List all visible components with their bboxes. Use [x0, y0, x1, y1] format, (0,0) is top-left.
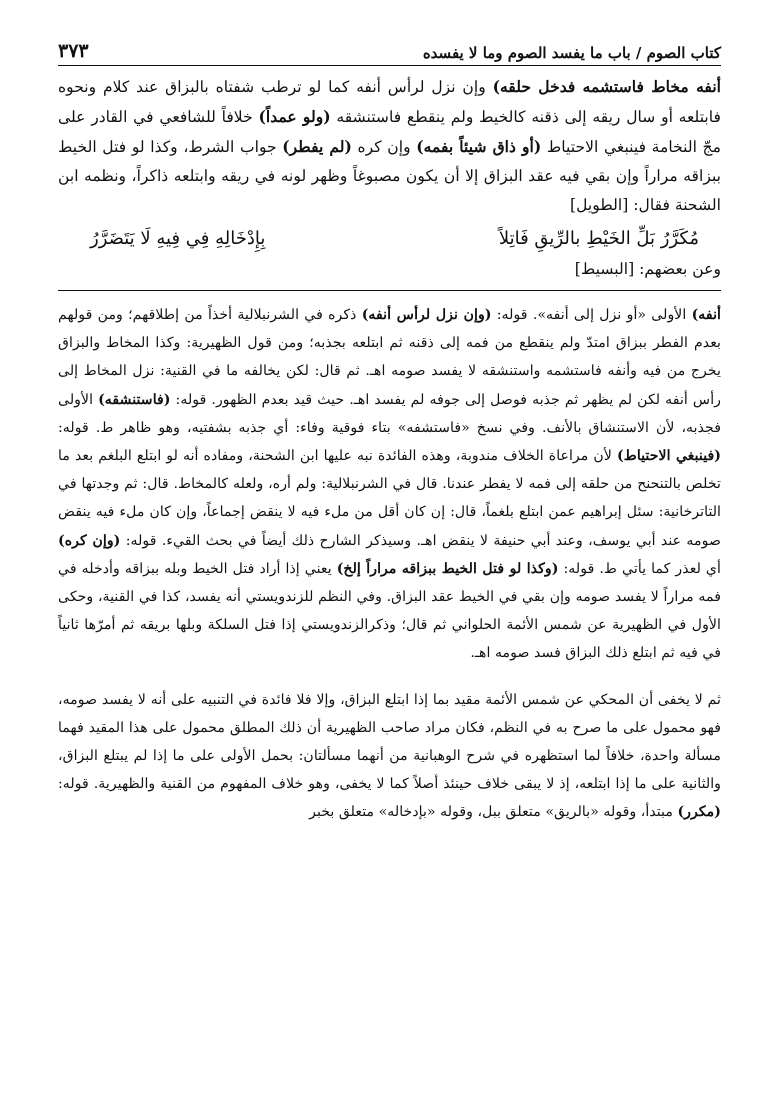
text-run: خلافاً للشافعي في القادر على مجّ النخامة فينبغي الاحتياط	[58, 108, 721, 156]
bold-phrase: (أو ذاق شيئاً بفمه)	[416, 137, 542, 156]
chapter-title: كتاب الصوم / باب ما يفسد الصوم وما لا يفسده	[422, 44, 721, 62]
bold-phrase: (لم يفطر)	[282, 137, 352, 156]
text-run: ذكره في الشرنبلالية أخذاً من إطلاقهم؛ ومن قولهم بعدم الفطر ببزاق امتدّ ولم ينقطع من فمه إلى ذقنه ثم ابتلعه بجذبه؛ ومن قول الظهيرية: وكذا المخاط والبزاق يخرج من فيه وأنفه فاستشمه واستنشقه لا يفسد صومه اهـ. ثم قال: لكن يخالفه ما في القنية: نزل المخاط إلى رأس أنفه لكن لم يظهر ثم جذبه فوصل إلى جوفه لم يفسد اهـ. حيث قيد بعدم الظهور. قوله:	[58, 307, 722, 408]
page-number: ٣٧٣	[58, 40, 89, 62]
text-run: يعني إذا أراد فتل الخيط وبله ببزاقه وأدخله في فمه مراراً لا يفسد صومه وإن بقي في الخيط عقد البزاق. وفي النظم للزندويستي أنه يفسد، كذا في القنية، وحكى الأول في الظهيرية عن شمس الأئمة الحلواني ثم قال؛ وذكرالزندويستي إذا فتل السلكة وبلها بريقه ثم أمرّها ثانياً في فيه ثم ابتلع ذلك البزاق فسد صومه اهـ.	[58, 560, 721, 662]
bold-phrase: أنفه)	[691, 307, 721, 323]
text-run: وإن نزل لرأس أنفه كما لو ترطب شفتاه بالبزاق عند كلام ونحوه فابتلعه أو سال ريقه إلى ذقنه كالخيط ولم ينقطع فاستنشقه	[58, 78, 721, 126]
bold-phrase: (وإن نزل لرأس أنفه)	[361, 307, 492, 323]
text-run: جواب الشرط، وكذا لو فتل الخيط ببزاقه مراراً وإن بقي فيه عقد البزاق إلا أن يكون مصبوغاً وظهر لونه في ريقه وابتلعه ذاكراً، ونظمه ابن الشحنة فقال: [الطويل]	[58, 138, 721, 214]
text-run: مبتدأ، وقوله «بالريق» متعلق ببل، وقوله «بإدخاله» متعلق بخبر	[309, 804, 678, 821]
bold-phrase: (وكذا لو فتل الخيط ببزاقه مراراً إلخ)	[336, 560, 559, 577]
text-run: وإن كره	[351, 138, 417, 156]
page-header	[58, 40, 721, 66]
bold-phrase: (وإن كره)	[58, 532, 121, 549]
text-run: لأن مراعاة الخلاف مندوبة، وهذه الفائدة نبه عليها ابن الشحنة، ومفاده أنه لو ابتلع البلغم بعد ما تخلص بالتنحنح من حلقه إلى فمه لا يفطر عندنا. قال في الشرنبلالية: ولم أره، ولعله كالمخاط. قال: ثم وجدتها في التاترخانية: سئل إبراهيم عمن ابتلع بلغماً، قال: إن كان أقل من ملء فيه لا ينقض إجماعاً، وإن كان ملء فيه ينقض صومه عند أبي يوسف، وعند أبي حنيفة لا ينقض اهـ. وسيذكر الشارح ذلك أيضاً في بحث القيء. قوله:	[58, 448, 721, 549]
text-run: ثم لا يخفى أن المحكي عن شمس الأئمة مقيد بما إذا ابتلع البزاق، وإلا فلا فائدة في التنبيه على أنه لا يفسد صومه، فهو محمول على ما صرح به في النظم، فكان مراد صاحب الظهيرية أن ذلك المطلق محمول على هذا المقيد فهما مسألة واحدة، خلافاً لما استظهره في شرح الوهبانية من أنهما مسألتان: بحمل الأولى على ما إذا لم يبتلع البزاق، والثانية على ما إذا ابتلعه، إذ لا يبقى خلاف حينئذ أصلاً كما لا يخفى، وهو خلاف المفهوم من القنية والظهيرية. قوله:	[58, 691, 721, 793]
verse-second-hemistich: بِإِدْخَالِهِ فِي فِيهِ لَا يَتَضَرَّرُ	[90, 228, 266, 249]
verse-first-hemistich: مُكَرَّرُ بَلِّ الخَيْطِ بالرِّيقِ فَاتِلاً	[498, 228, 699, 249]
bold-phrase: (مكرر)	[677, 804, 721, 821]
bold-phrase: (ولو عمداً)	[258, 107, 331, 126]
poem-verse	[58, 220, 721, 256]
text-run: أي لعذر كما يأتي ط. قوله:	[558, 560, 721, 577]
bold-phrase: أنفه مخاط فاستشمه فدخل حلقه)	[492, 77, 721, 96]
commentary-section	[58, 301, 721, 827]
text-run: الأولى «أو نزل إلى أنفه». قوله:	[491, 307, 692, 323]
commentary-paragraph	[58, 686, 721, 827]
main-paragraph	[58, 72, 721, 220]
main-text	[58, 72, 721, 282]
verse-note: وعن بعضهم: [البسيط]	[574, 260, 721, 278]
bold-phrase: (فينبغي الاحتياط)	[616, 448, 721, 465]
footnote-divider	[58, 290, 721, 291]
commentary-paragraph	[58, 301, 721, 668]
text-run: الأولى فجذبه، لأن الاستنشاق بالأنف. وفي نسخ «فاستشفه» بتاء فوقية وفاء: أي جذبه بشفتيه، وهو ظاهر ط. قوله:	[58, 391, 721, 436]
bold-phrase: (فاستنشقه)	[98, 391, 171, 408]
